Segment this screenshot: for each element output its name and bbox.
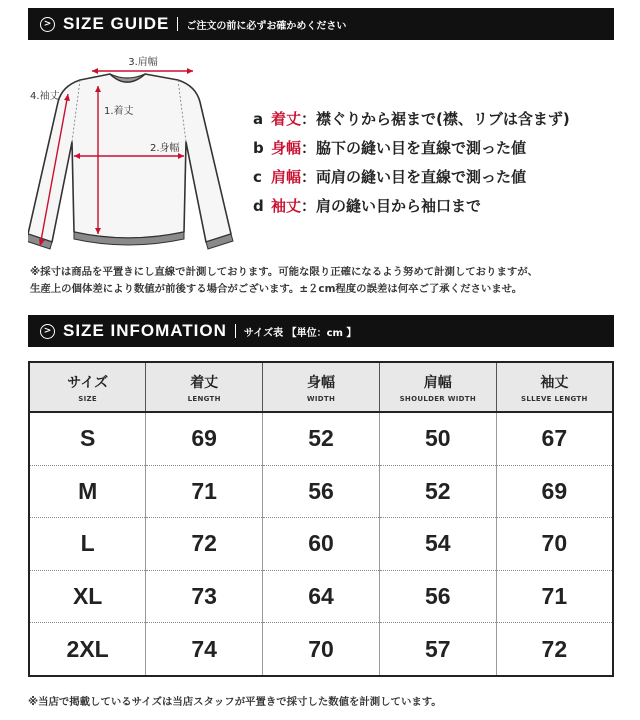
size-info-header (28, 315, 614, 347)
table-row (29, 412, 613, 465)
size-cell: L (29, 518, 146, 570)
sleeve-cell: 72 (496, 623, 613, 676)
sleeve-label: 4.袖丈 (30, 91, 60, 102)
chevron-right-icon: > (40, 17, 55, 32)
header-divider (235, 324, 236, 338)
size-cell: S (79, 425, 96, 452)
shoulder-arrow-left (92, 68, 98, 74)
size-table (28, 361, 614, 677)
legend-item-shoulder (253, 162, 570, 191)
header-divider (177, 17, 178, 31)
long-sleeve-shirt-illustration (28, 46, 248, 260)
legend-letter: b (253, 138, 264, 157)
column-header-size: サイズ SIZE (29, 362, 146, 412)
size-guide-subtitle: ご注文の前に必ずお確かめください (186, 20, 347, 32)
legend-item-width (253, 133, 570, 162)
legend-letter: c (253, 167, 262, 186)
sleeve-cell: 69 (496, 465, 613, 517)
length-cell: 69 (146, 412, 263, 465)
table-row (29, 570, 613, 622)
column-header-length: 着丈 LENGTH (146, 362, 263, 412)
sleeve-cell: 70 (496, 518, 613, 570)
sleeve-cell: 71 (496, 570, 613, 622)
legend-term: 肩幅 (271, 168, 302, 186)
chevron-right-icon: > (40, 324, 55, 339)
length-cell: 71 (146, 465, 263, 517)
legend-letter: d (253, 196, 264, 215)
measurement-note-line: 生産上の個体差により数値が前後する場合がございます。±２cm程度の誤差は何卒ご了承くださいませ。 (30, 283, 523, 295)
size-guide-title: SIZE GUIDE (63, 14, 170, 33)
legend-term: 着丈 (271, 110, 302, 128)
width-cell: 52 (263, 412, 380, 465)
width-cell: 64 (263, 570, 380, 622)
measurement-note-line: ※採寸は商品を平置きにし直線で計測しております。可能な限り正確になるよう努めて計測しておりますが、 (30, 266, 539, 278)
length-cell: 74 (146, 623, 263, 676)
shoulder-cell: 57 (379, 623, 496, 676)
shoulder-cell: 52 (379, 465, 496, 517)
table-header-row (29, 362, 613, 412)
sleeve-cell: 67 (496, 412, 613, 465)
table-row (29, 518, 613, 570)
footer-note: ※当店で掲載しているサイズは当店スタッフが平置きで採寸した数値を計測しています。 (28, 696, 442, 708)
legend-letter: a (253, 109, 264, 128)
shoulder-arrow-right (187, 68, 193, 74)
legend-term: 身幅 (271, 139, 302, 157)
shirt-measure-diagram (28, 46, 248, 260)
size-cell: 2XL (29, 623, 146, 676)
shoulder-cell: 50 (379, 412, 496, 465)
size-guide-header (28, 8, 614, 40)
column-header-shoulder: 肩幅 SHOULDER WIDTH (379, 362, 496, 412)
shoulder-cell: 54 (379, 518, 496, 570)
column-header-width: 身幅 WIDTH (263, 362, 380, 412)
length-cell: 72 (146, 518, 263, 570)
length-cell: 73 (146, 570, 263, 622)
size-info-title: SIZE INFOMATION (63, 321, 227, 340)
width-cell: 56 (263, 465, 380, 517)
legend-description: ：脇下の縫い目を直線で測った値 (301, 139, 527, 157)
legend-item-sleeve (253, 191, 570, 220)
table-row (29, 623, 613, 676)
size-cell: M (29, 465, 146, 517)
legend-description: ：肩の縫い目から袖口まで (301, 197, 482, 215)
measurement-legend (253, 104, 570, 220)
width-label: 2.身幅 (150, 143, 180, 154)
measurement-note (30, 264, 610, 298)
legend-description: ：両肩の縫い目を直線で測った値 (301, 168, 527, 186)
column-header-sleeve: 袖丈 SLLEVE LENGTH (496, 362, 613, 412)
length-label: 1.着丈 (104, 106, 134, 117)
legend-term: 袖丈 (271, 197, 302, 215)
table-row (29, 465, 613, 517)
legend-description: ：襟ぐりから裾まで(襟、リブは含まず) (301, 110, 570, 128)
width-cell: 70 (263, 623, 380, 676)
size-cell: XL (29, 570, 146, 622)
legend-item-length (253, 104, 570, 133)
width-cell: 60 (263, 518, 380, 570)
shoulder-cell: 56 (379, 570, 496, 622)
shoulder-label: 3.肩幅 (128, 57, 158, 68)
size-info-subtitle: サイズ表 【単位：cm 】 (243, 327, 357, 339)
